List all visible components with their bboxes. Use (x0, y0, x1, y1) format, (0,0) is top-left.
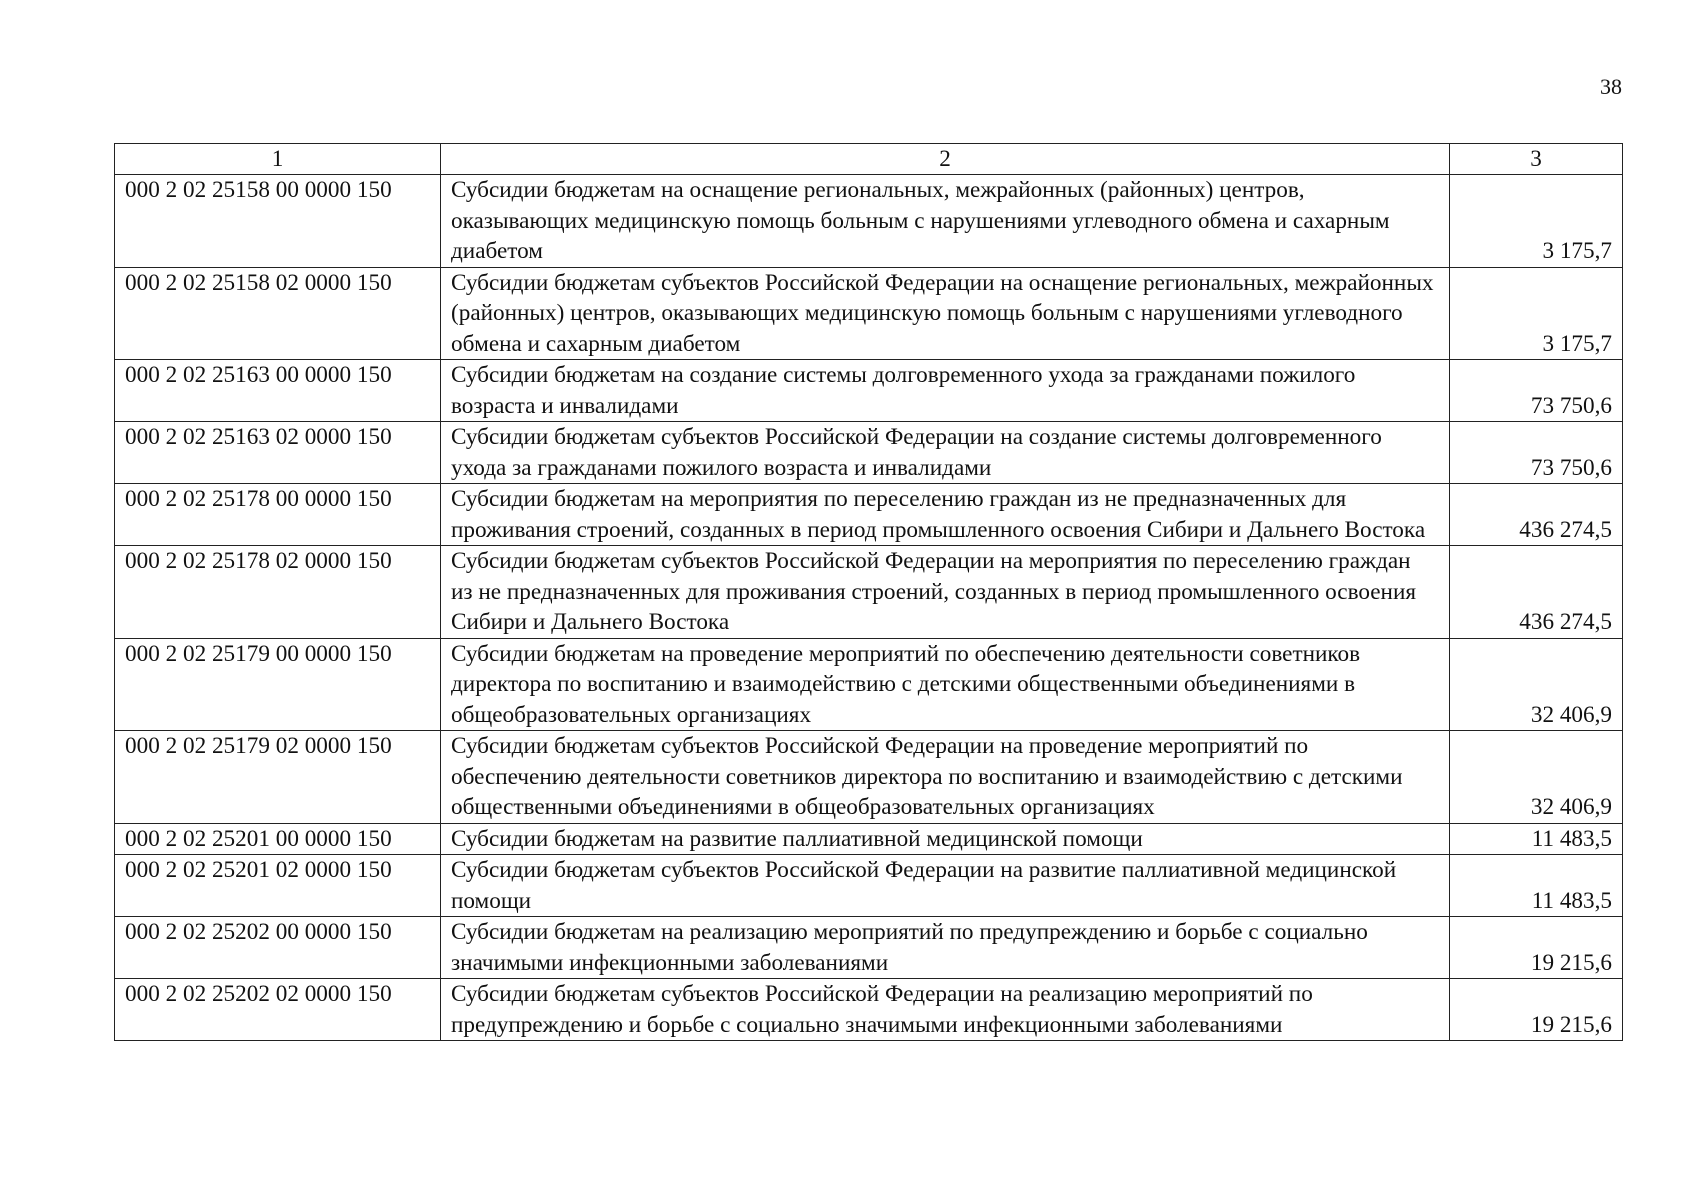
cell-name: Субсидии бюджетам субъектов Российской Федерации на создание системы долговременного ухода за гражданами пожилого возраста и инвалидами (441, 422, 1450, 484)
cell-code: 000 2 02 25158 00 0000 150 (115, 175, 441, 268)
page-number: 38 (1600, 74, 1622, 99)
cell-code: 000 2 02 25201 02 0000 150 (115, 855, 441, 917)
table-row (115, 484, 1623, 546)
table-body (115, 175, 1623, 1041)
cell-name: Субсидии бюджетам на реализацию мероприятий по предупреждению и борьбе с социально значимыми инфекционными заболеваниями (441, 917, 1450, 979)
cell-amount: 32 406,9 (1450, 638, 1623, 731)
budget-revenue-table (114, 143, 1623, 1041)
table-row (115, 360, 1623, 422)
table-header (115, 144, 1623, 175)
cell-amount: 11 483,5 (1450, 823, 1623, 855)
cell-amount: 73 750,6 (1450, 422, 1623, 484)
cell-amount: 73 750,6 (1450, 360, 1623, 422)
column-header-amount: 3 (1450, 144, 1623, 175)
cell-amount: 436 274,5 (1450, 484, 1623, 546)
column-header-name: 2 (441, 144, 1450, 175)
cell-code: 000 2 02 25202 02 0000 150 (115, 979, 441, 1041)
cell-code: 000 2 02 25202 00 0000 150 (115, 917, 441, 979)
cell-code: 000 2 02 25201 00 0000 150 (115, 823, 441, 855)
table-row (115, 823, 1623, 855)
cell-code: 000 2 02 25163 02 0000 150 (115, 422, 441, 484)
cell-name: Субсидии бюджетам на проведение мероприятий по обеспечению деятельности советников директора по воспитанию и взаимодействию с детскими общественными объединениями в общеобразовательных организациях (441, 638, 1450, 731)
cell-name: Субсидии бюджетам на развитие паллиативной медицинской помощи (441, 823, 1450, 855)
cell-amount: 19 215,6 (1450, 917, 1623, 979)
cell-code: 000 2 02 25179 02 0000 150 (115, 731, 441, 824)
cell-amount: 436 274,5 (1450, 546, 1623, 639)
table-row (115, 267, 1623, 360)
cell-name: Субсидии бюджетам субъектов Российской Федерации на реализацию мероприятий по предупреждению и борьбе с социально значимыми инфекционными заболеваниями (441, 979, 1450, 1041)
table-row (115, 546, 1623, 639)
cell-code: 000 2 02 25163 00 0000 150 (115, 360, 441, 422)
header-row (115, 144, 1623, 175)
table-row (115, 175, 1623, 268)
cell-name: Субсидии бюджетам на мероприятия по переселению граждан из не предназначенных для проживания строений, созданных в период промышленного освоения Сибири и Дальнего Востока (441, 484, 1450, 546)
table-row (115, 638, 1623, 731)
table-row (115, 979, 1623, 1041)
cell-amount: 19 215,6 (1450, 979, 1623, 1041)
cell-amount: 3 175,7 (1450, 175, 1623, 268)
cell-code: 000 2 02 25158 02 0000 150 (115, 267, 441, 360)
cell-name: Субсидии бюджетам субъектов Российской Федерации на развитие паллиативной медицинской помощи (441, 855, 1450, 917)
cell-code: 000 2 02 25179 00 0000 150 (115, 638, 441, 731)
cell-name: Субсидии бюджетам субъектов Российской Федерации на проведение мероприятий по обеспечению деятельности советников директора по воспитанию и взаимодействию с детскими общественными объединениями в общеобразовательных организациях (441, 731, 1450, 824)
cell-code: 000 2 02 25178 00 0000 150 (115, 484, 441, 546)
table-row (115, 731, 1623, 824)
cell-name: Субсидии бюджетам субъектов Российской Федерации на мероприятия по переселению граждан из не предназначенных для проживания строений, созданных в период промышленного освоения Сибири и Дальнего Востока (441, 546, 1450, 639)
cell-code: 000 2 02 25178 02 0000 150 (115, 546, 441, 639)
cell-amount: 11 483,5 (1450, 855, 1623, 917)
table-row (115, 422, 1623, 484)
column-header-code: 1 (115, 144, 441, 175)
cell-name: Субсидии бюджетам субъектов Российской Федерации на оснащение региональных, межрайонных (районных) центров, оказывающих медицинскую помощь больным с нарушениями углеводного обмена и сахарным диабетом (441, 267, 1450, 360)
cell-name: Субсидии бюджетам на создание системы долговременного ухода за гражданами пожилого возраста и инвалидами (441, 360, 1450, 422)
table-row (115, 855, 1623, 917)
cell-amount: 32 406,9 (1450, 731, 1623, 824)
table-row (115, 917, 1623, 979)
cell-amount: 3 175,7 (1450, 267, 1623, 360)
cell-name: Субсидии бюджетам на оснащение региональных, межрайонных (районных) центров, оказывающих медицинскую помощь больным с нарушениями углеводного обмена и сахарным диабетом (441, 175, 1450, 268)
